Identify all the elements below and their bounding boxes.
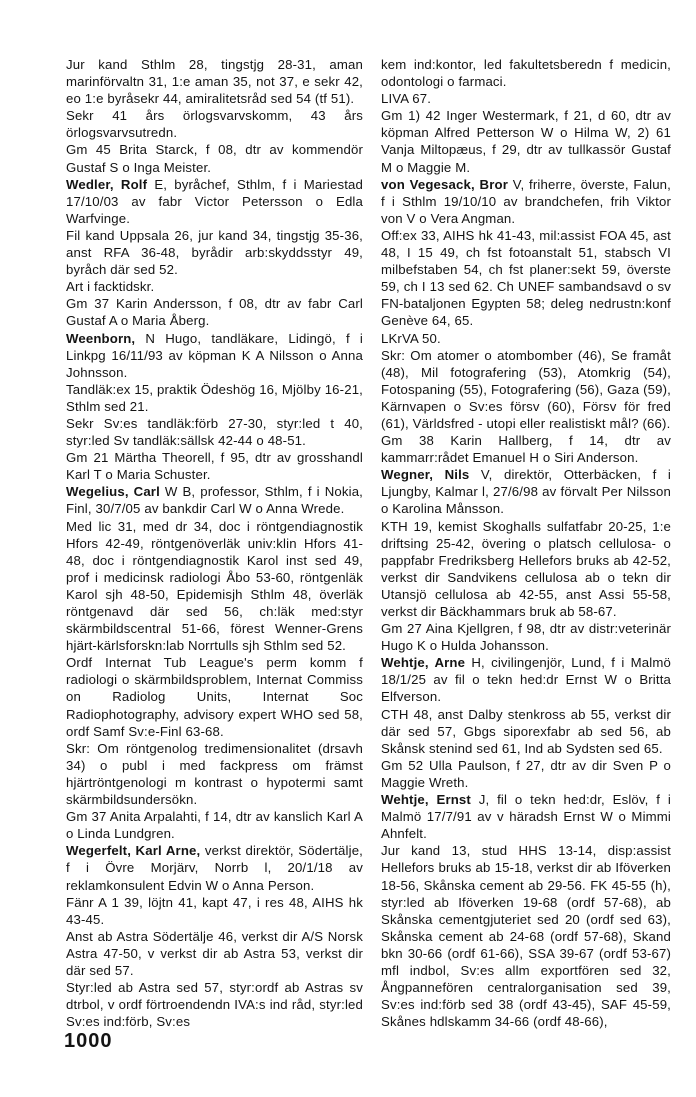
text-paragraph	[381, 56, 671, 90]
text-paragraph	[66, 295, 363, 329]
text-paragraph	[66, 141, 363, 175]
entry-text: Tandläk:ex 15, praktik Ödeshög 16, Mjölby 16-21, Sthlm sed 21.	[66, 381, 363, 414]
entry-text: LKrVA 50.	[381, 330, 441, 346]
text-paragraph	[381, 90, 671, 107]
entry-paragraph	[66, 483, 363, 517]
entry-paragraph	[66, 330, 363, 381]
text-paragraph	[381, 227, 671, 330]
entry-paragraph	[381, 176, 671, 227]
text-paragraph	[66, 107, 363, 141]
entry-name: Wedler, Rolf	[66, 176, 148, 192]
entry-text: H, civilingenjör, Lund, f i Malmö 18/1/25 av fil o tekn hed:dr Ernst W o Britta Elfverson.	[381, 655, 671, 705]
entry-text: Fil kand Uppsala 26, jur kand 34, tingstjg 35-36, anst RFA 36-48, byrådir arb:skyddsstyr 49, byråch där sed 52.	[66, 227, 363, 278]
text-paragraph	[381, 107, 671, 175]
entry-name: Wehtje, Ernst	[381, 792, 471, 808]
text-paragraph	[66, 808, 363, 842]
text-paragraph	[381, 706, 671, 757]
entry-text: Jur kand 13, stud HHS 13-14, disp:assist Hellefors bruks ab 15-18, verkst dir ab Iföverken 18-56, Skånska cement ab 29-56. FK 45-55 (h), styr:led ab Iföverken 19-68 (ordf 57-68), ab Skånska cementgjuteriet sed 20 (ordf sed 63), Skånska cement ab 24-68 (ordf 57-68), Skand bkn 30-66 (ordf 61-66), SSA 39-67 (ordf 53-67) mfl indbol, Sv:es allm exportfören sed 32, Ångpannefören centralorganisation sed 39, Sv:es ind:förb sed 38 (ordf 43-45), SAF 45-59, Skånes hdlskamm 34-66 (ordf 48-66),	[381, 843, 671, 1030]
entry-name: Wegelius, Carl	[66, 484, 160, 500]
entry-text: V, friherre, överste, Falun, f i Sthlm 19/10/10 av brandchefen, frih Viktor von V o Vera Angman.	[381, 176, 671, 226]
entry-text: Sekr Sv:es tandläk:förb 27-30, styr:led t 40, styr:led Sv tandläk:sällsk 42-44 o 48-51.	[66, 415, 363, 449]
entry-paragraph	[381, 654, 671, 705]
text-paragraph	[66, 278, 363, 295]
entry-text: Med lic 31, med dr 34, doc i röntgendiagnostik Hfors 42-49, röntgenöverläk univ:klin Hfors 41-48, doc i röntgendiagnostik Karol inst sed 49, prof i medicinsk radiologi Åbo 53-60, röntgenläk Karol sjh 48-50, Epidemisjh Sthlm 48, överläk röntgenavd där sed 56, ch:läk med:styr skärmbildscentral 51-66, förest Wenner-Grens hjärt-kärlsforskn:lab Norrtulls sjh Sthlm sed 52.	[66, 518, 363, 654]
text-paragraph	[66, 894, 363, 928]
entry-text: verkst direktör, Södertälje, f i Övre Morjärv, Norrb l, 20/1/18 av reklamkonsulent Edvin W o Anna Person.	[66, 843, 363, 893]
text-paragraph	[381, 842, 671, 1030]
entry-text: Gm 45 Brita Starck, f 08, dtr av kommendör Gustaf S o Inga Meister.	[66, 142, 363, 175]
entry-text: W B, professor, Sthlm, f i Nokia, Finl, 30/7/05 av bankdir Carl W o Anna Wrede.	[66, 484, 363, 517]
right-column	[381, 56, 671, 1030]
entry-name: Weenborn,	[66, 330, 136, 346]
text-paragraph	[66, 740, 363, 808]
page-number: 1000	[64, 1030, 113, 1052]
entry-text: Gm 27 Aina Kjellgren, f 98, dtr av distr:veterinär Hugo K o Hulda Johansson.	[381, 621, 671, 654]
entry-name: Wegner, Nils	[381, 467, 470, 483]
entry-text: J, fil o tekn hed:dr, Eslöv, f i Malmö 17/7/91 av v häradsh Ernst W o Mimmi Ahnfelt.	[381, 792, 671, 842]
entry-text: Ordf Internat Tub League's perm komm f radiologi o skärmbildsproblem, Internat Commiss on Radiolog Units, Internat Soc Radiophotography, advisory expert WHO sed 58, ordf Samf Sv:e-Finl 63-68.	[66, 655, 363, 739]
entry-paragraph	[66, 176, 363, 227]
entry-name: von Vegesack, Bror	[381, 176, 508, 192]
entry-text: Gm 37 Karin Andersson, f 08, dtr av fabr Carl Gustaf A o Maria Åberg.	[66, 296, 363, 329]
entry-text: CTH 48, anst Dalby stenkross ab 55, verkst dir där sed 57, Gbgs siporexfabr ab sed 56, ab Skånsk stenind sed 61, Ind ab Sydsten sed 65.	[381, 706, 671, 756]
text-paragraph	[381, 518, 671, 621]
entry-text: Jur kand Sthlm 28, tingstjg 28-31, aman marinförvaltn 31, 1:e aman 35, not 37, e sekr 42, eo 1:e byråsekr 44, amiralitetsråd sed 54 (tf 51).	[66, 57, 363, 107]
entry-text: V, direktör, Otterbäcken, f i Ljungby, Kalmar l, 27/6/98 av förvalt Per Nilsson o Karolina Månsson.	[381, 467, 671, 517]
entry-paragraph	[66, 842, 363, 893]
text-paragraph	[66, 654, 363, 739]
left-column	[66, 56, 363, 1030]
text-paragraph	[66, 381, 363, 415]
entry-text: Sekr 41 års örlogsvarvskomm, 43 års örlogsvarvsutredn.	[66, 108, 363, 141]
entry-text: Off:ex 33, AIHS hk 41-43, mil:assist FOA 45, ast 48, I 15 49, ch fst fotoanstalt 51, stabsch VI milbefstaben 54, ch fst planer:sekt 59, överste 59, ch I 13 sed 62. Ch UNEF sambandsavd o sv FN-bataljonen Egypten 58; deleg nedrustn:konf Genève 64, 65.	[381, 227, 671, 329]
entry-text: Fänr A 1 39, löjtn 41, kapt 47, i res 48, AIHS hk 43-45.	[66, 894, 363, 927]
text-paragraph	[66, 56, 363, 107]
entry-text: Anst ab Astra Södertälje 46, verkst dir A/S Norsk Astra 47-50, v verkst dir ab Astra 53, verkst dir där sed 57.	[66, 928, 363, 978]
text-paragraph	[381, 330, 671, 347]
entry-text: kem ind:kontor, led fakultetsberedn f medicin, odontologi o farmaci.	[381, 57, 671, 90]
entry-text: Styr:led ab Astra sed 57, styr:ordf ab Astras sv dtrbol, v ordf förtroendendn IVA:s ind råd, styr:led Sv:es ind:förb, Sv:es	[66, 980, 363, 1030]
entry-text: Gm 52 Ulla Paulson, f 27, dtr av dir Sven P o Maggie Wreth.	[381, 757, 671, 790]
entry-text: Skr: Om atomer o atombomber (46), Se framåt (48), Mil fotografering (53), Atomkrig (54), Fotospaning (55), Fotografering (56), Gaza (59), Kärnvapen o Sv:es försv (60), Försv för fred (61), Världsfred - utopi eller realistiskt mål? (66).	[381, 347, 671, 431]
entry-text: Gm 37 Anita Arpalahti, f 14, dtr av kanslich Karl A o Linda Lundgren.	[66, 809, 363, 842]
text-paragraph	[66, 449, 363, 483]
entry-text: LIVA 67.	[381, 91, 432, 107]
entry-text: Gm 1) 42 Inger Westermark, f 21, d 60, dtr av köpman Alfred Petterson W o Hilma W, 2) 61 Vanja Miltopæus, f 29, dtr av tullkassör Gustaf M o Maggie M.	[381, 108, 671, 175]
text-paragraph	[66, 415, 363, 449]
entry-text: Gm 38 Karin Hallberg, f 14, dtr av kammarr:rådet Emanuel H o Siri Anderson.	[381, 433, 671, 466]
text-paragraph	[381, 757, 671, 791]
text-paragraph	[66, 979, 363, 1030]
entry-text: E, byråchef, Sthlm, f i Mariestad 17/10/03 av fabr Victor Petersson o Edla Warfvinge.	[66, 176, 364, 226]
text-paragraph	[381, 620, 671, 654]
entry-paragraph	[381, 466, 671, 517]
text-paragraph	[381, 432, 671, 466]
entry-text: Skr: Om röntgenolog tredimensionalitet (drsavh 34) o publ i med fackpress om främst hjärtröntgenologi m kontrast o hypotermi samt skärmbildsundersökn.	[66, 740, 363, 808]
entry-name: Wehtje, Arne	[381, 655, 466, 671]
entry-text: N Hugo, tandläkare, Lidingö, f i Linkpg 16/11/93 av köpman K A Nilsson o Anna Johnsson.	[66, 330, 363, 380]
text-paragraph	[66, 518, 363, 655]
entry-name: Wegerfelt, Karl Arne,	[66, 843, 201, 859]
text-paragraph	[66, 928, 363, 979]
entry-text: KTH 19, kemist Skoghalls sulfatfabr 20-25, 1:e driftsing 25-42, övering o platsch cellulosa- o pappfabr Fredriksberg Hellefors bruks ab 42-52, verkst dir Sandvikens cellulosa ab o tekn dir Utansjö cellulosa ab 42-55, anst Assi 55-58, verkst dir Bäckhammars bruk ab 58-67.	[381, 518, 671, 619]
text-paragraph	[66, 227, 363, 278]
entry-paragraph	[381, 791, 671, 842]
text-paragraph	[381, 347, 671, 432]
entry-text: Art i facktidskr.	[66, 279, 155, 295]
entry-text: Gm 21 Märtha Theorell, f 95, dtr av grosshandl Karl T o Maria Schuster.	[66, 450, 363, 483]
